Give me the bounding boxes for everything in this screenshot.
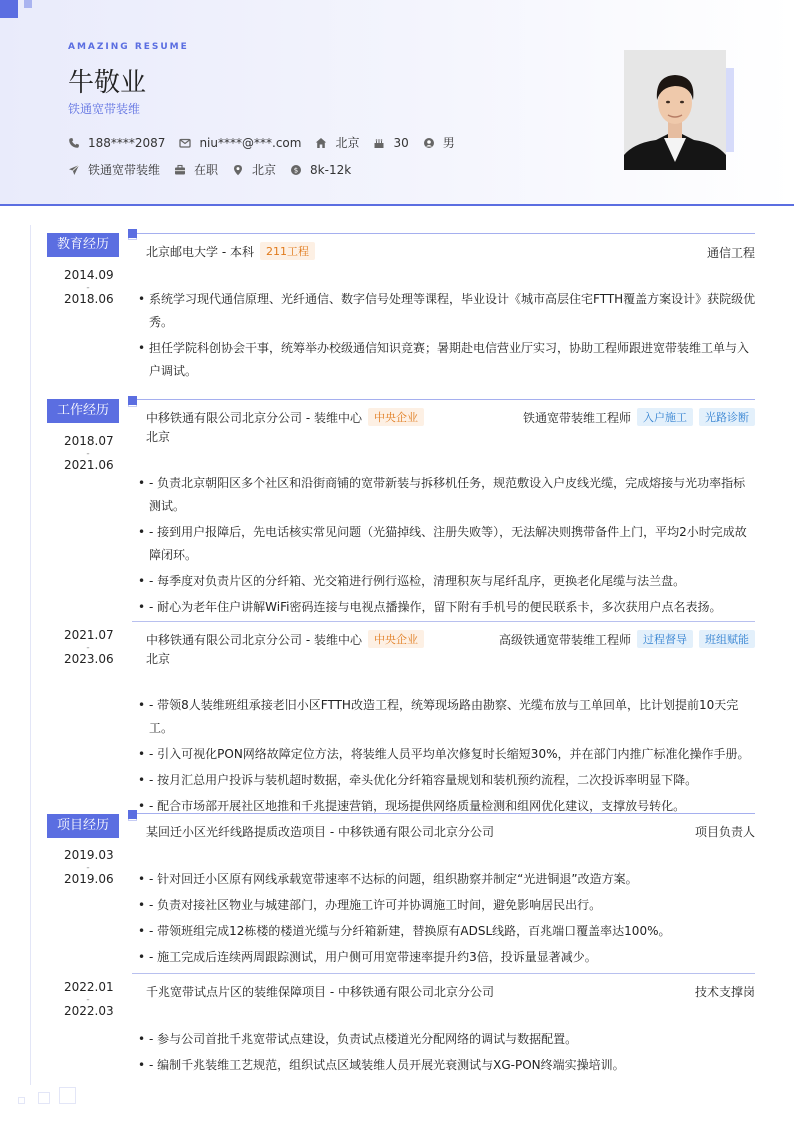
footer-decoration [38,1092,50,1104]
age-item [373,136,408,150]
section-divider [132,233,755,234]
proj2-role: 技术支撑岗 [694,985,755,999]
entry-divider [132,973,755,974]
skill-tag: 入户施工 [637,408,693,426]
timeline-line [30,225,31,1085]
email-value: niu****@***.com [199,135,302,150]
email-item [179,136,301,150]
job-intent-row [68,161,365,178]
footer-decoration [59,1087,76,1104]
edu-end-date: 2018.06 [64,292,114,306]
work1-bullets [138,472,756,622]
work1-company [146,408,424,426]
list-item: • - 针对回迁小区原有网线承载宽带速率不达标的问题，组织勘察并制定“光进铜退”改造方案。 [138,868,756,891]
target-job-item [68,161,160,178]
corner-decoration [0,0,18,18]
list-item: • - 带领8人装维班组承接老旧小区FTTH改造工程，统筹现场路由勘察、光缆布放与工单回单，比计划提前10天完工。 [138,694,756,740]
gender-item [423,134,455,151]
section-education-label: 教育经历 [47,233,119,257]
skill-tag: 光路诊断 [699,408,755,426]
list-item: • - 参与公司首批千兆宽带试点建设，负责试点楼道光分配网络的调试与数据配置。 [138,1028,756,1051]
work2-company [146,630,424,648]
send-icon [68,164,80,176]
list-item: • - 接到用户报障后，先电话核实常见问题（光猫掉线、注册失败等），无法解决则携带备件上门，平均2小时完成故障闭环。 [138,521,756,567]
section-divider [132,399,755,400]
proj2-start-date: 2022.01 [64,980,114,994]
proj2-name: 千兆宽带试点片区的装维保障项目 - 中移铁通有限公司北京分公司 [146,985,494,999]
section-marker [128,810,137,819]
svg-text:$: $ [293,166,299,175]
proj1-start-date: 2019.03 [64,848,114,862]
list-item: • 担任学院科创协会干事，统筹举办校级通信知识竞赛；暑期赴电信营业厅实习，协助工程师跟进宽带装维工单与入户调试。 [138,337,756,383]
date-separator: - [86,283,90,293]
target-city-item [232,161,276,178]
candidate-name: 牛敬业 [68,68,147,98]
proj1-bullets [138,868,756,972]
cake-icon [373,137,385,149]
position-title: 铁通宽带装维工程师 [522,410,631,425]
list-item: • - 负责北京朝阳区多个社区和沿街商铺的宽带新装与拆移机任务，规范敷设入户皮线光缆，完成熔接与光功率指标测试。 [138,472,756,518]
edu-start-date: 2014.09 [64,268,114,282]
money-icon [290,164,302,176]
mail-icon [179,137,191,149]
work2-location: 北京 [146,652,171,666]
briefcase-icon [174,164,186,176]
work2-end-date: 2023.06 [64,652,114,666]
work1-start-date: 2018.07 [64,434,114,448]
age-value: 30 [393,135,409,150]
date-separator: - [86,449,90,459]
section-project-label: 项目经历 [47,814,119,838]
list-item: • - 按月汇总用户投诉与装机超时数据，牵头优化分纤箱容量规划和装机预约流程，二次投诉率明显下降。 [138,769,756,792]
list-item: • - 引入可视化PON网络故障定位方法，将装维人员平均单次修复时长缩短30%，并在部门内推广标准化操作手册。 [138,743,756,766]
date-separator: - [86,643,90,653]
gender-icon [423,137,435,149]
date-separator: - [86,863,90,873]
city-item [315,134,359,151]
footer-decoration [18,1097,25,1104]
date-separator: - [86,995,90,1005]
proj1-name: 某回迁小区光纤线路提质改造项目 - 中移铁通有限公司北京分公司 [146,825,494,839]
list-item: • - 耐心为老年住户讲解WiFi密码连接与电视点播操作，留下附有手机号的便民联系卡，多次获用户点名表扬。 [138,596,756,619]
company-name: 中移铁通有限公司北京分公司 - 装维中心 [146,632,362,647]
tagline: AMAZING RESUME [68,42,189,52]
skill-tag: 班组赋能 [699,630,755,648]
location-icon [232,164,244,176]
work1-end-date: 2021.06 [64,458,114,472]
target-job-value: 铁通宽带装维 [88,163,161,177]
target-city-value: 北京 [252,163,277,177]
salary-value: 8k-12k [310,162,352,177]
status-value: 在职 [194,163,219,177]
resume-header [0,0,794,206]
proj1-end-date: 2019.06 [64,872,114,886]
phone-value: 188****2087 [88,135,166,150]
skill-tag: 过程督导 [637,630,693,648]
proj2-bullets [138,1028,756,1080]
job-title: 铁通宽带装维 [68,102,141,116]
section-divider [132,813,755,814]
contact-row [68,134,469,151]
company-name: 中移铁通有限公司北京分公司 - 装维中心 [146,410,362,425]
company-tag: 中央企业 [368,630,424,648]
list-item: • - 施工完成后连续两周跟踪测试，用户侧可用宽带速率提升约3倍，投诉量显著减少。 [138,946,756,969]
profile-photo [624,50,726,170]
entry-divider [132,621,755,622]
edu-major: 通信工程 [706,246,755,260]
company-tag: 中央企业 [368,408,424,426]
list-item: • - 编制千兆装维工艺规范，组织试点区域装维人员开展光衰测试与XG-PON终端实操培训。 [138,1054,756,1077]
section-work-label: 工作经历 [47,399,119,423]
list-item: • 系统学习现代通信原理、光纤通信、数字信号处理等课程，毕业设计《城市高层住宅FTTH覆盖方案设计》获院级优秀。 [138,288,756,334]
status-item [174,161,218,178]
work1-location: 北京 [146,430,171,444]
list-item: • - 带领班组完成12栋楼的楼道光缆与分纤箱新建，替换原有ADSL线路，百兆端口覆盖率达100%。 [138,920,756,943]
gender-value: 男 [442,136,455,150]
work2-position [499,630,755,648]
work1-position [523,408,755,426]
list-item: • - 负责对接社区物业与城建部门，办理施工许可并协调施工时间，避免影响居民出行。 [138,894,756,917]
position-title: 高级铁通宽带装维工程师 [498,632,631,647]
salary-item [290,163,351,177]
edu-bullets [138,288,756,386]
edu-school [146,242,315,260]
proj2-end-date: 2022.03 [64,1004,114,1018]
work2-bullets [138,694,756,821]
list-item: • - 配合市场部开展社区地推和千兆提速营销，现场提供网络质量检测和组网优化建议，支撑放号转化。 [138,795,756,818]
proj1-role: 项目负责人 [694,825,755,839]
list-item: • - 每季度对负责片区的分纤箱、光交箱进行例行巡检，清理积灰与尾纤乱序，更换老化尾缆与法兰盘。 [138,570,756,593]
section-marker [128,396,137,405]
city-value: 北京 [335,136,360,150]
home-icon [315,137,327,149]
work2-start-date: 2021.07 [64,628,114,642]
school-name: 北京邮电大学 - 本科 [146,244,254,259]
phone-item [68,136,165,150]
phone-icon [68,137,80,149]
school-tag: 211工程 [260,242,315,260]
corner-decoration-small [24,0,32,8]
